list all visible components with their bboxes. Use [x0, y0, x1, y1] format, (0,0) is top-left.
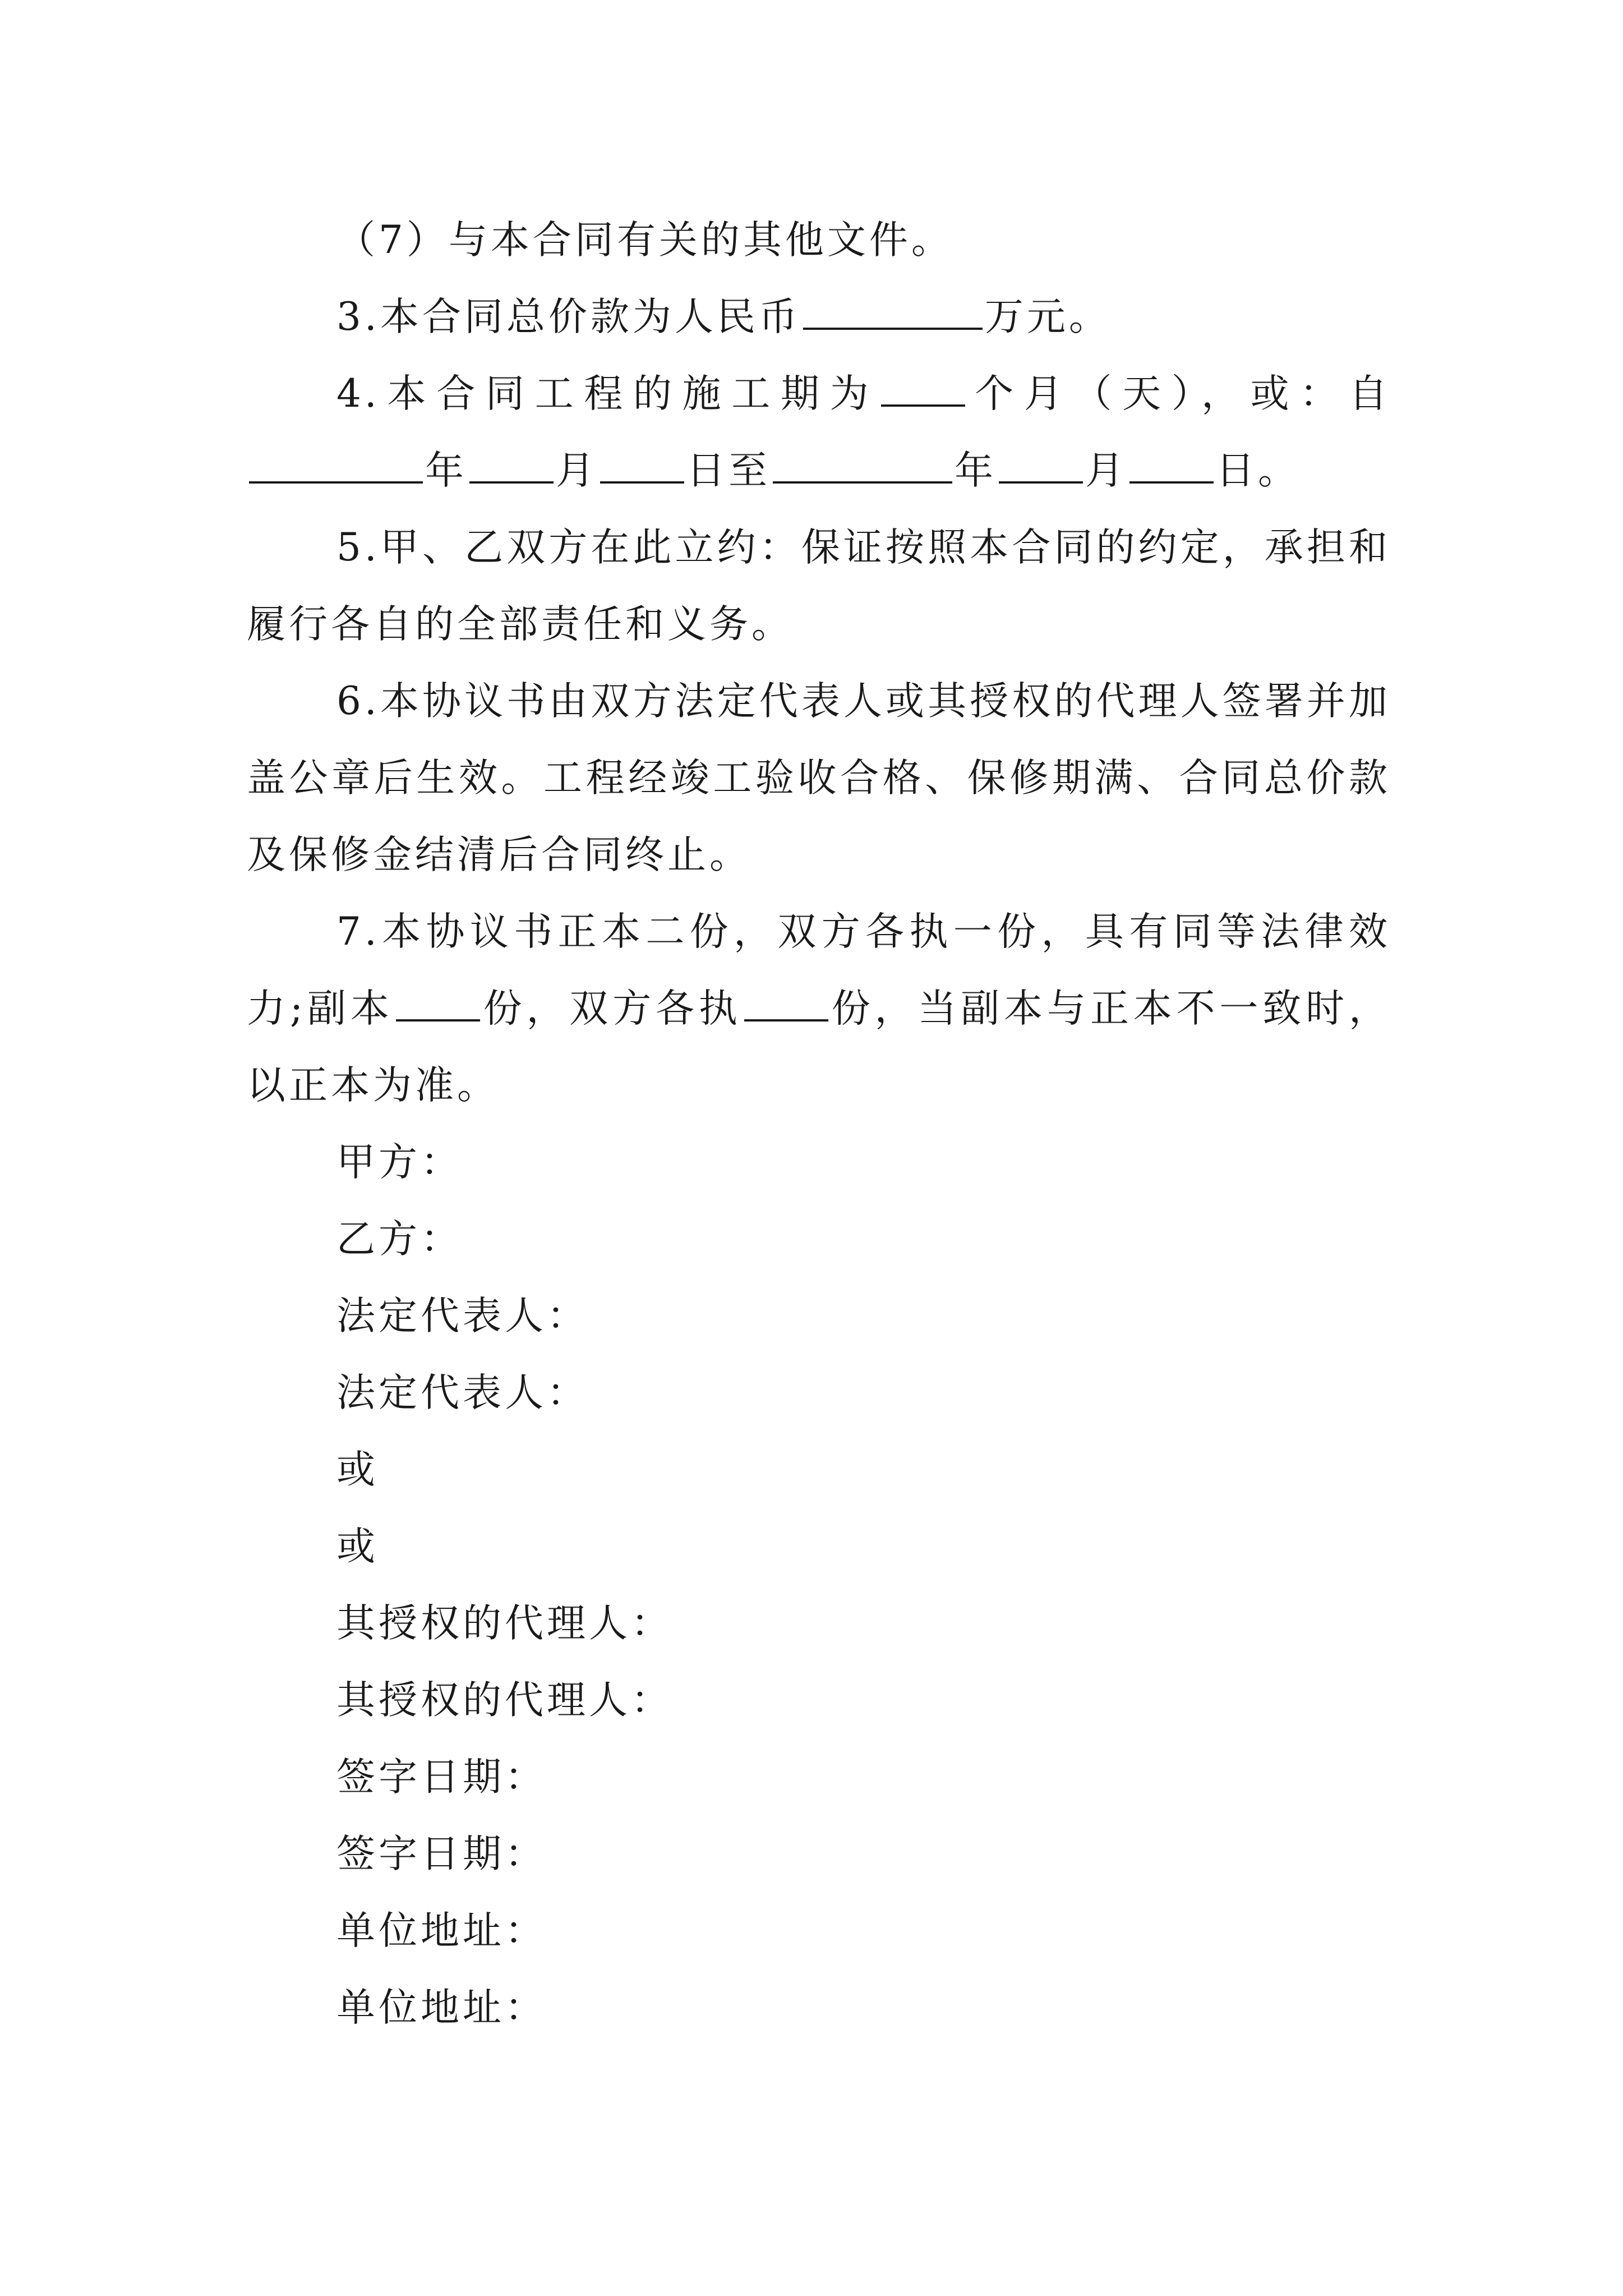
clause-4-part-b: 个月（天），或：自: [967, 371, 1391, 416]
start-day-blank: [600, 449, 684, 484]
clause-3: [247, 279, 1391, 356]
start-year-blank: [249, 449, 423, 484]
clause-6: [247, 663, 1391, 894]
signature-line: 甲方：: [336, 1140, 463, 1185]
clause-7-part-a: 7.本协议书正本二份，双方各执一份，具有同等法律效力;副本: [247, 909, 1391, 1031]
duration-blank: [881, 372, 965, 407]
clause-5-text: 5.甲、乙双方在此立约：保证按照本合同的约定，承担和履行各自的全部责任和义务。: [247, 525, 1391, 647]
clause-7-part-c: 份，当副本与正本不一致时，以正本为准。: [247, 986, 1391, 1108]
clause-4: [247, 356, 1391, 509]
copies-blank: [396, 987, 480, 1022]
clause-4-part-a: 4.本合同工程的施工期为: [336, 371, 879, 416]
clause-4-part-g: 月: [1085, 448, 1127, 493]
signature-line: 或: [336, 1524, 379, 1569]
price-blank: [803, 295, 983, 330]
clause-3-before: 3.本合同总价款为人民币: [336, 295, 801, 339]
signature-line: 其授权的代理人：: [336, 1601, 673, 1646]
signature-line: 单位地址：: [336, 1985, 547, 2030]
signature-block: [247, 1124, 1391, 2046]
clause-6-text: 6.本协议书由双方法定代表人或其授权的代理人签署并加盖公章后生效。工程经竣工验收合格、保修期满、合同总价款及保修金结清后合同终止。: [247, 679, 1391, 877]
clause-4-part-f: 年: [955, 448, 997, 493]
clause-3-after: 万元。: [984, 295, 1111, 339]
end-month-blank: [999, 449, 1083, 484]
clause-4-part-h: 日。: [1216, 448, 1300, 493]
copies-each-blank: [744, 987, 828, 1022]
signature-line: 乙方：: [336, 1217, 463, 1262]
end-year-blank: [773, 449, 952, 484]
signature-line: 签字日期：: [336, 1755, 547, 1800]
signature-line: 单位地址：: [336, 1908, 547, 1953]
clause-7: [247, 894, 1391, 1124]
clause-4-part-e: 日至: [686, 448, 771, 493]
item-7-text: （7）与本合同有关的其他文件。: [336, 218, 953, 263]
contract-body: [247, 202, 1391, 2046]
item-7-line: [247, 202, 1391, 279]
signature-line: 法定代表人：: [336, 1294, 589, 1338]
clause-4-part-d: 月: [556, 448, 598, 493]
signature-line: 其授权的代理人：: [336, 1678, 673, 1723]
clause-7-part-b: 份，双方各执: [482, 986, 742, 1031]
signature-line: 法定代表人：: [336, 1370, 589, 1415]
signature-line: 或: [336, 1447, 379, 1492]
clause-4-part-c: 年: [425, 448, 467, 493]
end-day-blank: [1129, 449, 1214, 484]
signature-line: 签字日期：: [336, 1832, 547, 1876]
start-month-blank: [469, 449, 554, 484]
clause-5: [247, 509, 1391, 663]
